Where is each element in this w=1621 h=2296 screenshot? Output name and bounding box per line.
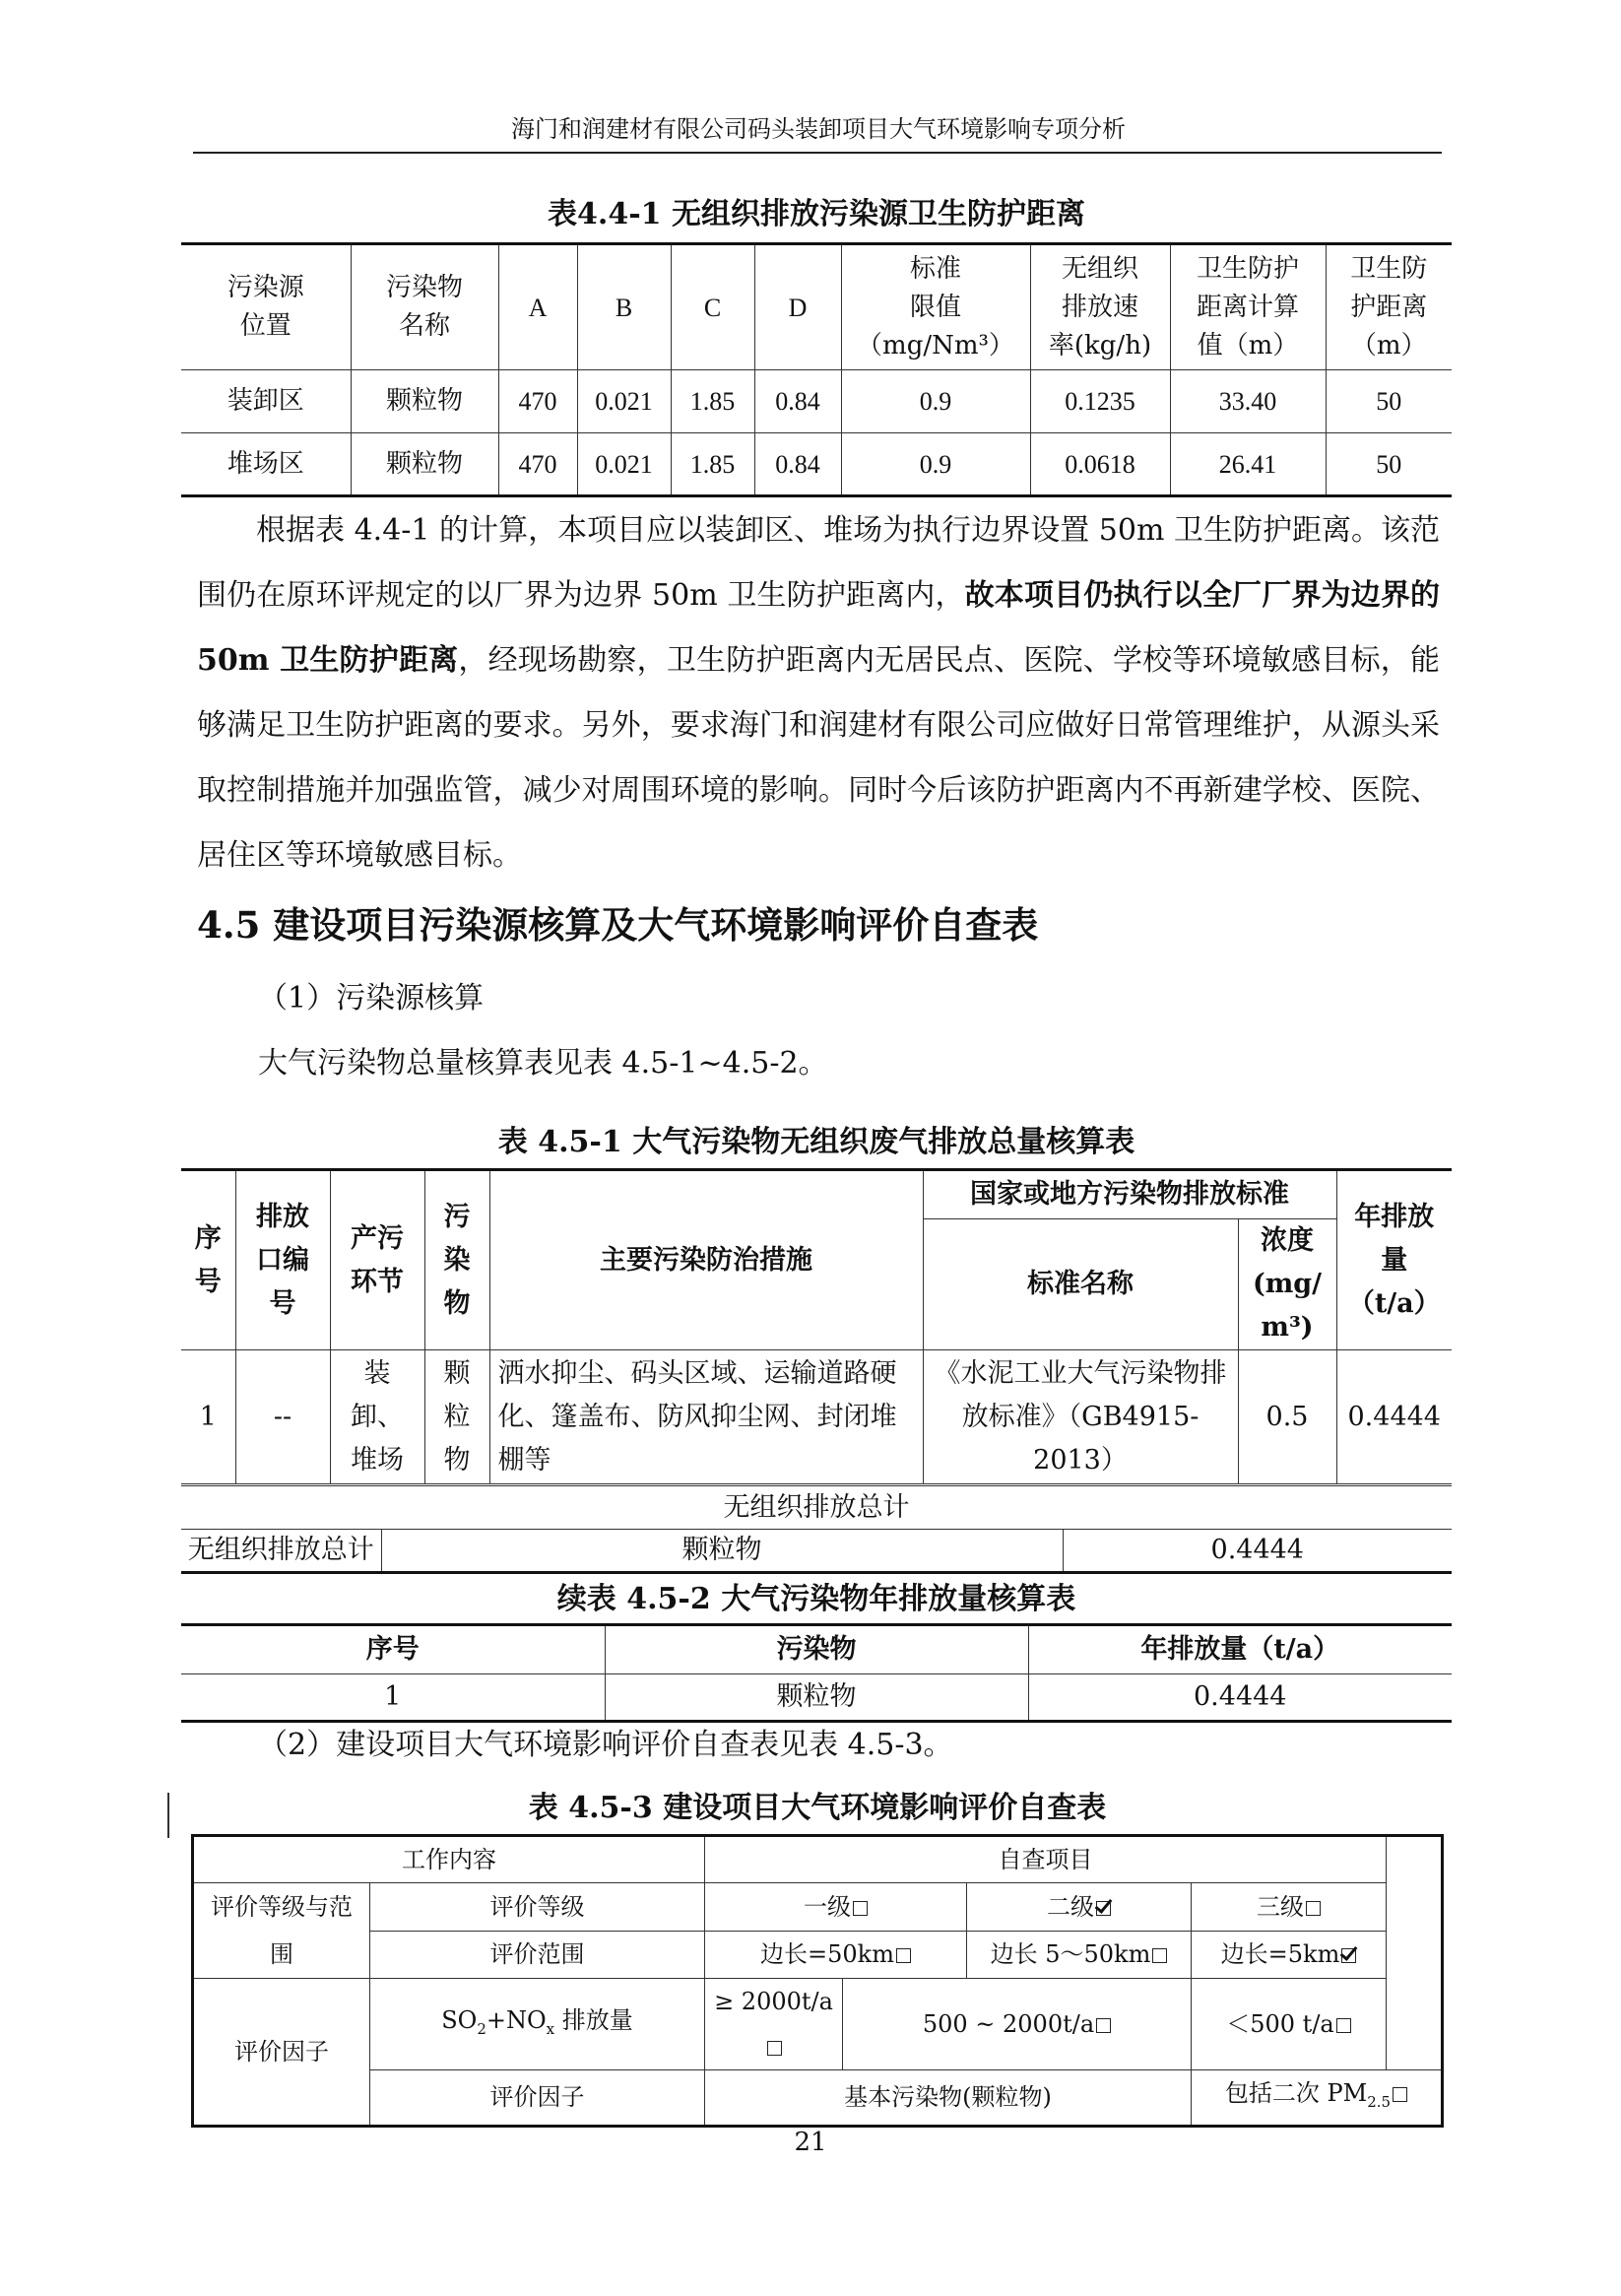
header-distance: 卫生防 护距离 （m）	[1326, 244, 1452, 370]
header-seq: 序 号	[181, 1170, 235, 1350]
cell: 470	[498, 370, 577, 433]
cell: 33.40	[1170, 370, 1326, 433]
cell: 470	[498, 433, 577, 496]
grade-option-2	[967, 1883, 1192, 1932]
grade-option-3	[1192, 1883, 1387, 1932]
header-emission-rate: 无组织 排放速 率(kg/h)	[1030, 244, 1170, 370]
cell: 堆场区	[181, 433, 351, 496]
page-number: 21	[794, 2128, 827, 2157]
emission-option-3	[1192, 1979, 1387, 2070]
option-label: 边长=50km	[760, 1940, 894, 1969]
table-row	[181, 370, 1452, 433]
header-concentration: 浓度 (mg/ m³)	[1238, 1219, 1336, 1350]
revision-bar	[167, 1793, 169, 1838]
cell: 1.85	[671, 370, 754, 433]
grade-label: 评价等级	[370, 1883, 705, 1932]
header-seq: 序号	[181, 1625, 605, 1674]
table-row	[181, 1674, 1452, 1722]
paragraph-text-b: ，经现场勘察，卫生防护距离内无居民点、医院、学校等环境敏感目标，能够满足卫生防护距离的要求。另外，要求海门和润建材有限公司应做好日常管理维护，从源头采取控制措施并加强监管，减少对周围环境的影响。同时今后该防护距离内不再新建学校、医院、居住区等环境敏感目标。	[197, 643, 1441, 873]
cell: 0.0618	[1030, 433, 1170, 496]
range-option-3	[1192, 1931, 1387, 1979]
cell: 50	[1326, 433, 1452, 496]
paragraph-text-a: 根据表 4.4-1 的计算，本项目应以装卸区、堆场为执行边界设置 50m 卫生防护距离。该范围仍在原环评规定的以厂界为边界 50m 卫生防护距离内，	[197, 513, 1440, 613]
cell-outlet: --	[235, 1350, 330, 1484]
table-caption-4-5-2: 续表 4.5-2 大气污染物年排放量核算表	[556, 1582, 1076, 1616]
cell-standard-name: 《水泥工业大气污染物排放标准》（GB4915-2013）	[923, 1350, 1238, 1484]
header-pollutant: 污染物	[605, 1625, 1028, 1674]
item-1: （1）污染源核算	[258, 981, 485, 1016]
cell: 0.9	[841, 370, 1030, 433]
cell: 0.84	[754, 433, 841, 496]
cell: 0.021	[577, 370, 671, 433]
header-pollutant: 污 染 物	[424, 1170, 489, 1350]
option-label: ≥ 2000t/a	[714, 1988, 833, 2015]
range-label: 评价范围	[370, 1931, 705, 1979]
factor-option-1	[705, 2070, 1192, 2127]
range-option-2	[967, 1931, 1192, 1979]
cell: 26.41	[1170, 433, 1326, 496]
cell: 0.4444	[1028, 1674, 1452, 1722]
header-measures: 主要污染防治措施	[489, 1170, 923, 1350]
grade-option-1	[705, 1883, 967, 1932]
option-label: 边长 5～50km	[990, 1940, 1151, 1969]
body-paragraph	[197, 498, 1440, 888]
checkbox	[767, 2041, 782, 2056]
header-standard-group: 国家或地方污染物排放标准	[923, 1170, 1336, 1219]
checkbox	[853, 1901, 868, 1916]
header-distance-calc: 卫生防护 距离计算 值（m）	[1170, 244, 1326, 370]
table-caption-4-5-3: 表 4.5-3 建设项目大气环境影响评价自查表	[528, 1791, 1107, 1825]
checkbox	[1152, 1948, 1167, 1963]
emission-option-2	[843, 1979, 1192, 2070]
grade-group-label: 评价等级与范 围	[193, 1883, 370, 1979]
cell: 50	[1326, 370, 1452, 433]
option-label: 500 ~ 2000t/a	[922, 2010, 1095, 2038]
checkbox-checked	[1096, 1901, 1111, 1916]
header-rule	[193, 152, 1442, 154]
option-label: 二级	[1047, 1892, 1094, 1921]
table-row	[181, 1350, 1452, 1484]
cell: 1.85	[671, 433, 754, 496]
subtotal-pollutant: 颗粒物	[381, 1530, 1063, 1573]
header-source-location: 污染源 位置	[181, 244, 351, 370]
cell-measures: 洒水抑尘、码头区域、运输道路硬化、篷盖布、防风抑尘网、封闭堆棚等	[489, 1350, 923, 1484]
subscript-2-5: 2.5	[1367, 2092, 1392, 2111]
table-4-5-1	[181, 1168, 1452, 1484]
emission-option-1	[705, 1979, 843, 2070]
option-label: 基本污染物(颗粒物)	[844, 2083, 1052, 2112]
table-4-5-3	[191, 1834, 1444, 2128]
item-1-text: 大气污染物总量核算表见表 4.5-1~4.5-2。	[258, 1046, 828, 1081]
header-b: B	[577, 244, 671, 370]
item-2: （2）建设项目大气环境影响评价自查表见表 4.5-3。	[258, 1728, 953, 1762]
option-label: 包括二次 PM	[1224, 2079, 1368, 2107]
cell-annual: 0.4444	[1336, 1350, 1452, 1484]
subtotal-value: 0.4444	[1063, 1530, 1452, 1573]
header-standard-name: 标准名称	[923, 1219, 1238, 1350]
cell: 颗粒物	[605, 1674, 1028, 1722]
table-4-4-1	[181, 242, 1452, 497]
header-d: D	[754, 244, 841, 370]
subtotal-title: 无组织排放总计	[181, 1486, 1452, 1530]
running-header: 海门和润建材有限公司码头装卸项目大气环境影响专项分析	[511, 115, 1126, 143]
cell: 装卸区	[181, 370, 351, 433]
checkbox-checked	[1341, 1948, 1356, 1963]
table-4-5-2	[181, 1623, 1452, 1723]
factor-option-2	[1192, 2070, 1443, 2127]
cell: 1	[181, 1674, 605, 1722]
cell: 颗粒物	[351, 370, 498, 433]
factor-label: 评价因子	[370, 2070, 705, 2127]
table-caption-4-4-1: 表4.4-1 无组织排放污染源卫生防护距离	[548, 197, 1085, 231]
header-annual: 年排放量（t/a）	[1028, 1625, 1452, 1674]
range-option-1	[705, 1931, 967, 1979]
factor-group-label: 评价因子	[193, 1979, 370, 2127]
section-heading: 4.5 建设项目污染源核算及大气环境影响评价自查表	[197, 903, 1039, 947]
header-a: A	[498, 244, 577, 370]
header-outlet: 排放 口编 号	[235, 1170, 330, 1350]
header-check: 自查项目	[705, 1836, 1387, 1883]
checkbox	[1393, 2087, 1407, 2102]
checkbox	[1336, 2018, 1351, 2033]
checkbox	[1306, 1901, 1321, 1916]
cell: 0.1235	[1030, 370, 1170, 433]
cell-seq: 1	[181, 1350, 235, 1484]
cell-pollutant: 颗 粒 物	[424, 1350, 489, 1484]
cell: 0.84	[754, 370, 841, 433]
header-process: 产污 环节	[330, 1170, 424, 1350]
option-label: ＜500 t/a	[1226, 2010, 1334, 2038]
checkbox	[896, 1948, 911, 1963]
option-label: 三级	[1257, 1892, 1304, 1921]
cell: 0.9	[841, 433, 1030, 496]
cell: 颗粒物	[351, 433, 498, 496]
checkbox	[1096, 2018, 1111, 2033]
cell-process: 装 卸、 堆场	[330, 1350, 424, 1484]
cell: 0.021	[577, 433, 671, 496]
header-work: 工作内容	[193, 1836, 705, 1883]
table-row	[181, 1530, 1452, 1573]
cell-concentration: 0.5	[1238, 1350, 1336, 1484]
header-annual: 年排放 量 （t/a）	[1336, 1170, 1452, 1350]
option-label: 边长=5km	[1220, 1940, 1340, 1969]
header-c: C	[671, 244, 754, 370]
option-label: 一级	[804, 1892, 851, 1921]
header-standard-limit: 标准 限值 （mg/Nm³）	[841, 244, 1030, 370]
subtotal-label: 无组织排放总计	[181, 1530, 381, 1573]
table-row	[181, 433, 1452, 496]
table-4-5-1-subtotal	[181, 1485, 1452, 1574]
emission-label: $SO_2+NO_x$ 排放量	[370, 1979, 705, 2070]
header-pollutant-name: 污染物 名称	[351, 244, 498, 370]
paragraph-emphasis: 故本项目仍执行以全厂厂界为边界的 50m 卫生防护距离	[197, 578, 1441, 678]
table-caption-4-5-1: 表 4.5-1 大气污染物无组织废气排放总量核算表	[497, 1125, 1135, 1159]
